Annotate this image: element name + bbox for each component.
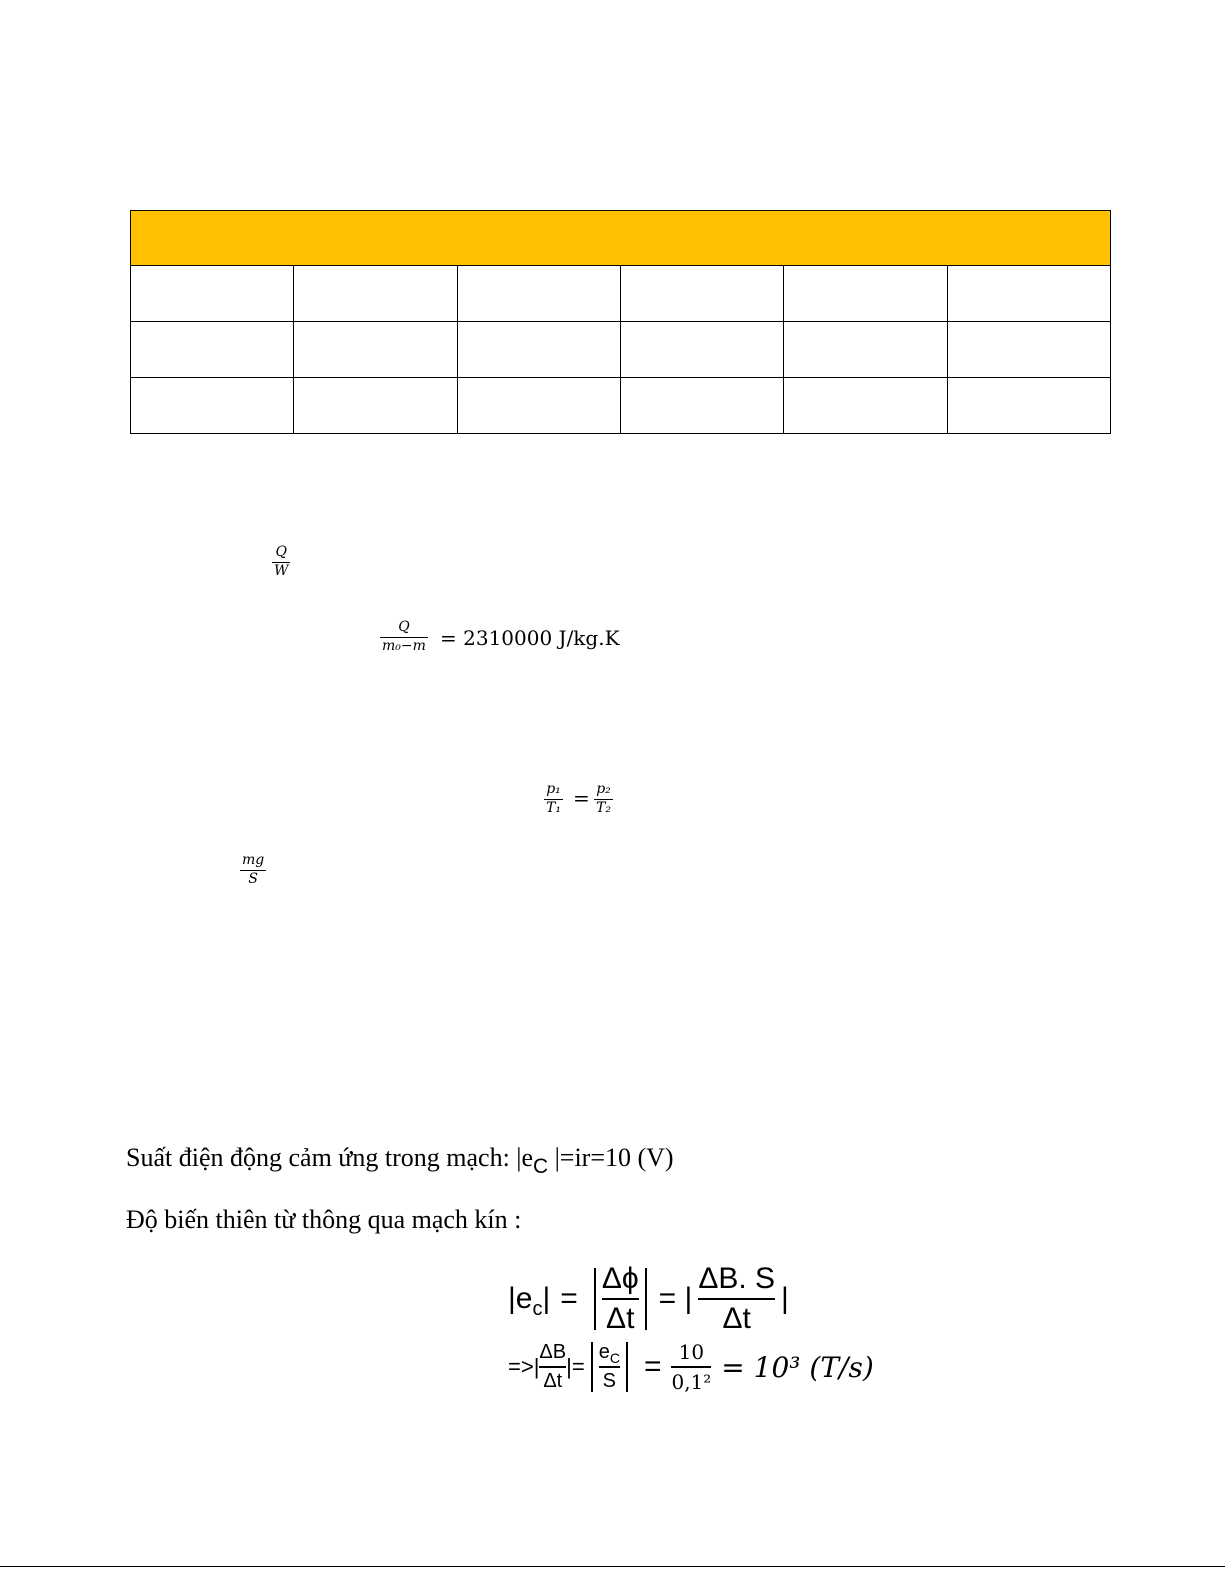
fraction-p1-over-t1	[544, 782, 563, 815]
table-cell	[620, 322, 783, 378]
fraction-numerator: $e_C$	[598, 1341, 620, 1366]
page-bottom-rule	[0, 1566, 1225, 1567]
fraction-p2-over-t2	[594, 782, 613, 815]
table-cell	[294, 322, 457, 378]
table-cell	[784, 266, 947, 322]
fraction-denominator: T₂	[596, 799, 611, 816]
table-cell	[457, 322, 620, 378]
answer-table	[130, 210, 1111, 434]
fraction-numerator: ΔB	[539, 1341, 567, 1363]
implies-prefix: =>|	[508, 1354, 540, 1379]
emf-statement	[126, 1143, 674, 1179]
result-value: = 10³ (T/s)	[721, 1350, 874, 1384]
table-cell	[457, 378, 620, 434]
abs-bar	[594, 1268, 596, 1330]
fraction-numerator: 10	[678, 1340, 705, 1364]
fraction-10-over-01sq	[671, 1340, 711, 1394]
fraction-bar	[599, 1366, 620, 1368]
table-cell	[294, 266, 457, 322]
table-cell	[784, 378, 947, 434]
fraction-q-over-w	[272, 545, 290, 578]
abs-close: |	[781, 1282, 789, 1315]
table-row	[131, 266, 1111, 322]
table-header-row	[131, 211, 1111, 266]
fraction-denominator: T₁	[546, 799, 561, 816]
table-cell	[131, 266, 294, 322]
fraction-bar	[539, 1366, 566, 1368]
table-cell	[131, 378, 294, 434]
table-cell	[457, 266, 620, 322]
fraction-mg-over-s	[240, 853, 266, 886]
equals-sign: =	[560, 1282, 578, 1315]
table-row	[131, 322, 1111, 378]
fraction-db-over-dt	[539, 1341, 566, 1393]
equals-sign: = |	[658, 1282, 693, 1315]
fraction-numerator: p₂	[596, 781, 611, 797]
db-dt-formula-row	[508, 1340, 874, 1394]
table-row	[131, 378, 1111, 434]
latent-heat-result: = 2310000 J/kg.K	[440, 626, 620, 650]
fraction-q-over-mass	[380, 620, 428, 653]
emf-formula-row	[508, 1262, 789, 1336]
abs-bar	[626, 1342, 628, 1392]
fraction-numerator: Δϕ	[601, 1262, 639, 1295]
fraction-bar	[698, 1298, 775, 1300]
fraction-denominator: Δt	[543, 1370, 563, 1392]
table-cell	[947, 266, 1110, 322]
table-cell	[294, 378, 457, 434]
fraction-bar	[602, 1298, 639, 1300]
fraction-denominator: Δt	[722, 1302, 751, 1335]
fraction-ec-over-s	[599, 1341, 620, 1393]
emf-value: |=ir=10 (V)	[548, 1143, 674, 1172]
equals-sign: |=	[566, 1354, 585, 1379]
emf-text: Suất điện động cảm ứng trong mạch: |e	[126, 1143, 534, 1172]
fraction-numerator: p₁	[546, 781, 561, 797]
fraction-denominator: m₀−m	[382, 637, 426, 654]
table-cell	[784, 322, 947, 378]
fraction-numerator: ΔB. S	[698, 1262, 776, 1295]
fraction-numerator: mg	[242, 852, 265, 868]
fraction-numerator: Q	[398, 619, 410, 635]
abs-bar	[645, 1268, 647, 1330]
fraction-denominator: S	[602, 1370, 616, 1392]
table-header-cell	[131, 211, 1111, 266]
abs-bar	[591, 1342, 593, 1392]
table-cell	[947, 322, 1110, 378]
table-cell	[947, 378, 1110, 434]
flux-change-statement: Độ biến thiên từ thông qua mạch kín :	[126, 1205, 522, 1234]
fraction-dphi-over-dt	[602, 1262, 639, 1336]
emf-subscript: C	[533, 1155, 549, 1179]
fraction-denominator: Δt	[606, 1302, 635, 1335]
fraction-denominator: 0,1²	[671, 1370, 712, 1394]
table-cell	[620, 266, 783, 322]
emf-abs: $|e_c|$	[508, 1282, 551, 1320]
fraction-dbs-over-dt	[698, 1262, 775, 1336]
fraction-denominator: S	[248, 870, 258, 887]
fraction-numerator: Q	[275, 544, 287, 560]
table-cell	[131, 322, 294, 378]
equals-sign: =	[573, 786, 590, 810]
table-cell	[620, 378, 783, 434]
fraction-denominator: W	[274, 562, 289, 579]
fraction-bar	[671, 1366, 711, 1368]
equals-sign: =	[643, 1350, 662, 1383]
